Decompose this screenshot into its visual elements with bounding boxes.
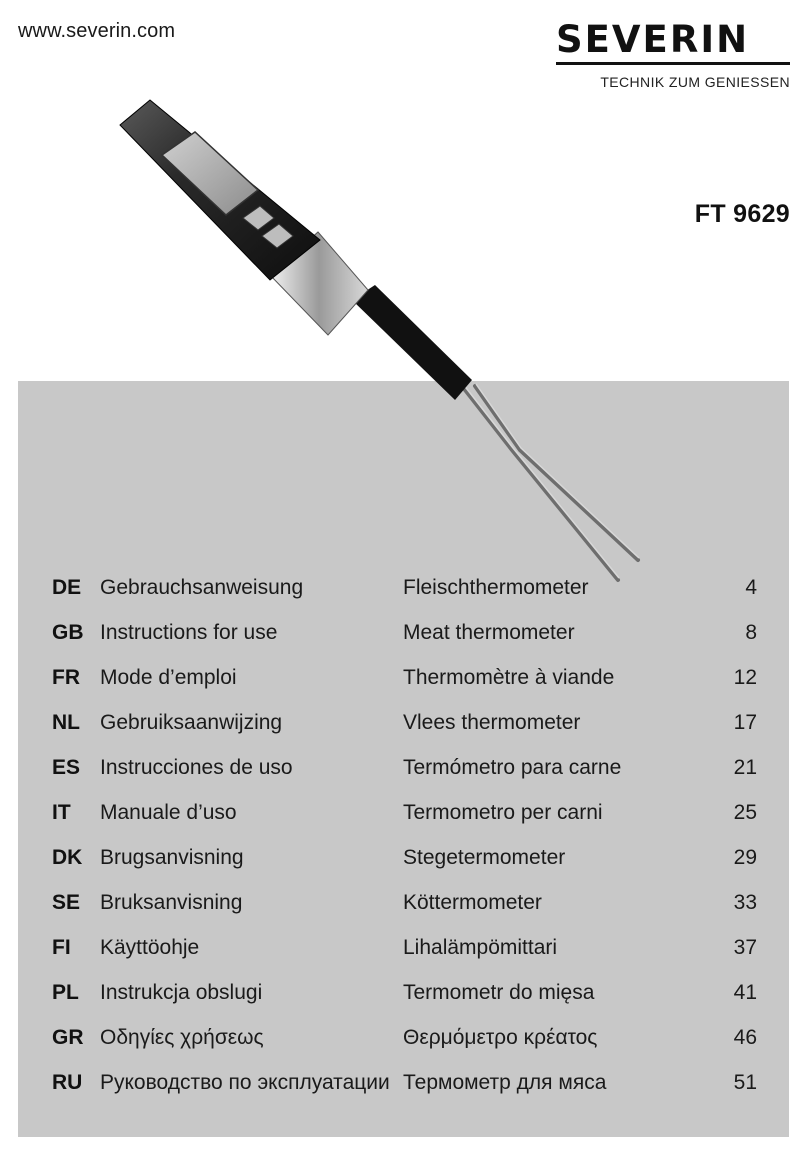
product-title: Stegetermometer <box>403 846 566 869</box>
language-code: FR <box>52 666 80 689</box>
toc-row-dk[interactable] <box>18 835 789 880</box>
language-code: GR <box>52 1026 84 1049</box>
meat-thermometer-fork-illustration <box>100 90 680 600</box>
product-title: Fleischthermometer <box>403 576 589 599</box>
manual-title: Käyttöohje <box>100 936 200 959</box>
manual-title: Brugsanvisning <box>100 846 244 869</box>
page-number: 21 <box>733 756 757 779</box>
product-title: Termómetro para carne <box>403 756 622 779</box>
language-code: NL <box>52 711 80 734</box>
brand-tagline: TECHNIK ZUM GENIESSEN <box>600 74 790 90</box>
brand-underline <box>556 62 790 65</box>
page-number: 29 <box>733 846 757 869</box>
manual-title: Руководство по эксплуатации <box>100 1071 390 1094</box>
manual-title: Gebruiksaanwijzing <box>100 711 283 734</box>
toc-row-it[interactable] <box>18 790 789 835</box>
toc-row-gb[interactable] <box>18 610 789 655</box>
table-of-contents <box>18 565 789 1105</box>
language-code: ES <box>52 756 81 779</box>
language-code: GB <box>52 621 84 644</box>
manual-title: Mode d’emploi <box>100 666 237 689</box>
page-number: 41 <box>733 981 757 1004</box>
manual-title: Gebrauchsanweisung <box>100 576 304 599</box>
page-number: 4 <box>745 576 757 599</box>
language-code: FI <box>52 936 71 959</box>
brand-logo <box>556 20 792 90</box>
language-code: IT <box>52 801 71 824</box>
product-title: Θερμόμετρο κρέατος <box>403 1026 598 1049</box>
brand-name: SEVERIN <box>556 18 750 61</box>
product-title: Vlees thermometer <box>403 711 581 734</box>
page-number: 51 <box>733 1071 757 1094</box>
toc-row-ru[interactable] <box>18 1060 789 1105</box>
page-number: 37 <box>733 936 757 959</box>
toc-row-pl[interactable] <box>18 970 789 1015</box>
product-title: Termometro per carni <box>403 801 603 824</box>
product-title: Lihalämpömittari <box>403 936 558 959</box>
toc-row-nl[interactable] <box>18 700 789 745</box>
manual-title: Instructions for use <box>100 621 278 644</box>
page-number: 8 <box>745 621 757 644</box>
website-url[interactable]: www.severin.com <box>18 20 176 42</box>
manual-title: Manuale d’uso <box>100 801 237 824</box>
page-number: 46 <box>733 1026 757 1049</box>
toc-row-fr[interactable] <box>18 655 789 700</box>
product-title: Köttermometer <box>403 891 542 914</box>
product-title: Thermomètre à viande <box>403 666 615 689</box>
language-code: PL <box>52 981 79 1004</box>
product-title: Termometr do mięsa <box>403 981 595 1004</box>
manual-title: Οδηγίες χρήσεως <box>100 1026 264 1049</box>
language-code: RU <box>52 1071 83 1094</box>
toc-row-fi[interactable] <box>18 925 789 970</box>
page-number: 33 <box>733 891 757 914</box>
product-title: Термометр для мяса <box>403 1071 607 1094</box>
manual-title: Instrucciones de uso <box>100 756 293 779</box>
manual-title: Bruksanvisning <box>100 891 243 914</box>
toc-row-de[interactable] <box>18 565 789 610</box>
toc-row-gr[interactable] <box>18 1015 789 1060</box>
language-code: DK <box>52 846 83 869</box>
manual-title: Instrukcja obslugi <box>100 981 263 1004</box>
model-number: FT 9629 <box>694 200 790 228</box>
page-number: 12 <box>733 666 757 689</box>
toc-row-es[interactable] <box>18 745 789 790</box>
language-code: SE <box>52 891 81 914</box>
page-number: 25 <box>733 801 757 824</box>
page-number: 17 <box>733 711 757 734</box>
toc-row-se[interactable] <box>18 880 789 925</box>
language-code: DE <box>52 576 82 599</box>
product-title: Meat thermometer <box>403 621 575 644</box>
